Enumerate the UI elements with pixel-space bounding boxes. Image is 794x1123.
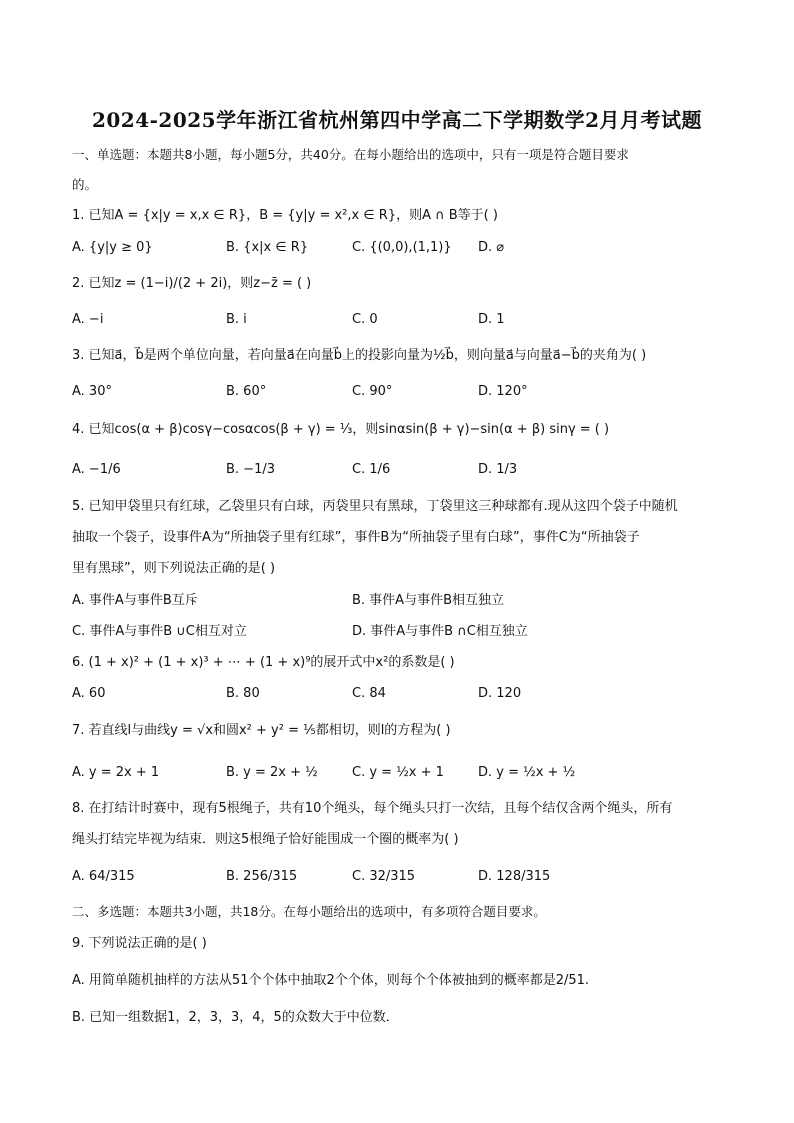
question-7-option-d: D. y = ½x + ½ — [478, 765, 576, 780]
question-4-option-b: B. −1/3 — [226, 462, 275, 477]
question-5-stem-line-1: 5. 已知甲袋里只有红球，乙袋里只有白球，丙袋里只有黑球，丁袋里这三种球都有.现从这四个袋子中随机 — [72, 499, 678, 514]
question-1-option-b: B. {x|x ∈ R} — [226, 240, 309, 255]
question-7-option-c: C. y = ½x + 1 — [352, 765, 444, 780]
question-8-option-d: D. 128/315 — [478, 869, 551, 884]
question-1-stem: 1. 已知A = {x|y = x,x ∈ R}，B = {y|y = x²,x ∈ R}，则A ∩ B等于( ) — [72, 208, 498, 223]
question-2-option-d: D. 1 — [478, 312, 505, 327]
question-3-option-c: C. 90° — [352, 384, 393, 399]
question-4-option-d: D. 1/3 — [478, 462, 518, 477]
question-4-stem: 4. 已知cos(α + β)cosγ−cosαcos(β + γ) = ⅓，则sinαsin(β + γ)−sin(α + β) sinγ = ( ) — [72, 422, 610, 437]
question-6-option-c: C. 84 — [352, 686, 386, 701]
question-3-stem: 3. 已知a⃗，b⃗是两个单位向量，若向量a⃗在向量b⃗上的投影向量为½b⃗，则向量a⃗与向量a⃗−b⃗的夹角为( ) — [72, 348, 647, 363]
question-9-option-a: A. 用简单随机抽样的方法从51个个体中抽取2个个体，则每个个体被抽到的概率都是2/51. — [72, 973, 590, 988]
question-7-option-a: A. y = 2x + 1 — [72, 765, 160, 780]
question-1-option-d: D. ⌀ — [478, 240, 505, 255]
question-5-option-c: C. 事件A与事件B ∪C相互对立 — [72, 624, 247, 639]
question-6-stem: 6. (1 + x)² + (1 + x)³ + ⋯ + (1 + x)⁹的展开式中x²的系数是( ) — [72, 655, 455, 670]
question-3-option-b: B. 60° — [226, 384, 267, 399]
question-7-stem: 7. 若直线l与曲线y = √x和圆x² + y² = ⅕都相切，则l的方程为( ) — [72, 723, 451, 738]
question-1-option-a: A. {y|y ≥ 0} — [72, 240, 153, 255]
question-2-stem: 2. 已知z = (1−i)/(2 + 2i)，则z−z̄ = ( ) — [72, 276, 312, 291]
question-9-option-b: B. 已知一组数据1，2，3，3，4，5的众数大于中位数． — [72, 1010, 399, 1025]
question-6-option-d: D. 120 — [478, 686, 522, 701]
question-5-stem-line-3: 里有黑球”，则下列说法正确的是( ) — [72, 561, 276, 576]
question-5-option-a: A. 事件A与事件B互斥 — [72, 593, 198, 608]
question-8-option-b: B. 256/315 — [226, 869, 298, 884]
question-3-option-d: D. 120° — [478, 384, 528, 399]
question-6-option-a: A. 60 — [72, 686, 106, 701]
question-4-option-c: C. 1/6 — [352, 462, 391, 477]
question-6-option-b: B. 80 — [226, 686, 260, 701]
section-one-heading: 一、单选题：本题共8小题，每小题5分，共40分。在每小题给出的选项中，只有一项是符合题目要求 — [72, 147, 629, 162]
question-9-stem: 9. 下列说法正确的是( ) — [72, 936, 207, 951]
question-4-option-a: A. −1/6 — [72, 462, 121, 477]
question-3-option-a: A. 30° — [72, 384, 112, 399]
question-7-option-b: B. y = 2x + ½ — [226, 765, 318, 780]
question-8-stem-line-2: 绳头打结完毕视为结束．则这5根绳子恰好能围成一个圈的概率为( ) — [72, 832, 459, 847]
exam-title: 2024-2025学年浙江省杭州第四中学高二下学期数学2月月考试题 — [91, 108, 703, 132]
question-2-option-b: B. i — [226, 312, 247, 327]
question-5-stem-line-2: 抽取一个袋子，设事件A为“所抽袋子里有红球”，事件B为“所抽袋子里有白球”，事件C为“所抽袋子 — [72, 530, 640, 545]
question-8-option-c: C. 32/315 — [352, 869, 416, 884]
section-two-heading: 二、多选题：本题共3小题，共18分。在每小题给出的选项中，有多项符合题目要求。 — [72, 904, 546, 919]
question-8-stem-line-1: 8. 在打结计时赛中，现有5根绳子，共有10个绳头，每个绳头只打一次结，且每个结仅含两个绳头，所有 — [72, 801, 673, 816]
question-8-option-a: A. 64/315 — [72, 869, 135, 884]
question-1-option-c: C. {(0,0),(1,1)} — [352, 240, 452, 255]
question-2-option-c: C. 0 — [352, 312, 378, 327]
question-5-option-b: B. 事件A与事件B相互独立 — [352, 593, 504, 608]
section-one-heading-cont: 的。 — [72, 177, 98, 192]
question-2-option-a: A. −i — [72, 312, 104, 327]
question-5-option-d: D. 事件A与事件B ∩C相互独立 — [352, 624, 528, 639]
